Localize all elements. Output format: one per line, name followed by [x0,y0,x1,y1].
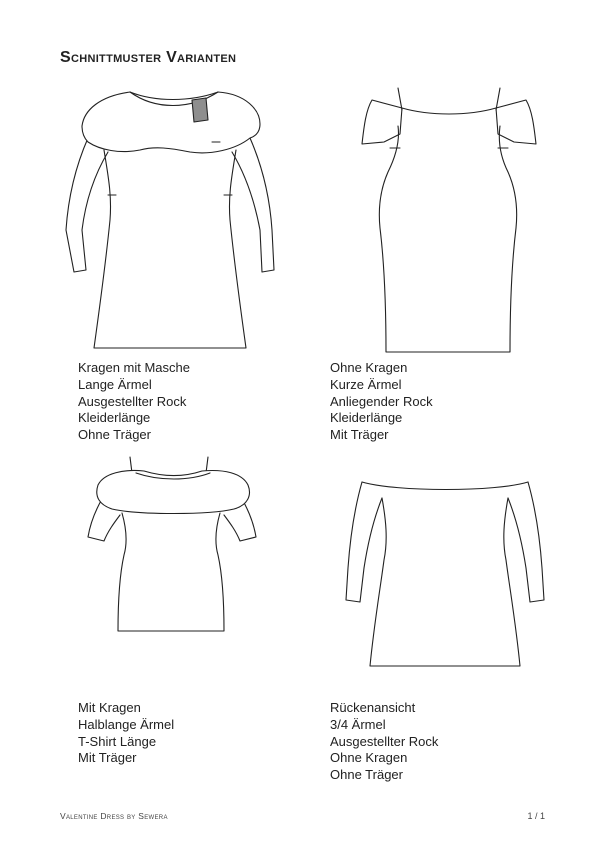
description-line: Kleiderlänge [330,410,403,426]
description-line: Ausgestellter Rock [78,393,187,409]
dress-sketch-back-view [336,460,556,670]
description-line: Kragen mit Masche [78,360,190,375]
description-line: Kurze Ärmel [330,376,402,392]
variant-3-description [78,700,174,767]
description-line: Anliegender Rock [330,393,433,409]
footer-page-number: 1 / 1 [527,811,545,821]
footer-document-title: Valentine Dress by Sewera [60,811,168,821]
variant-4-description [330,700,438,784]
description-line: Mit Träger [330,427,389,443]
description-line: T-Shirt Länge [78,733,157,749]
description-line: Ohne Kragen [330,750,408,766]
description-line: Rückenansicht [330,700,416,715]
description-line: Mit Kragen [78,700,141,715]
description-line: Halblange Ärmel [78,716,175,732]
variant-2-description [330,360,433,444]
variant-1-description [78,360,190,444]
page-title: Schnittmuster Varianten [60,49,237,66]
description-line: Mit Träger [78,750,137,766]
description-line: Ohne Kragen [330,360,408,375]
description-line: Kleiderlänge [78,410,151,426]
description-line: Ohne Träger [78,427,151,443]
top-sketch-collar-half-sleeves [84,455,264,635]
dress-sketch-short-sleeves-fitted [360,86,540,356]
dress-sketch-collar-long-sleeves [60,80,280,355]
description-line: Lange Ärmel [78,376,152,392]
description-line: Ohne Träger [330,767,403,783]
description-line: 3/4 Ärmel [330,716,386,732]
description-line: Ausgestellter Rock [330,733,439,749]
